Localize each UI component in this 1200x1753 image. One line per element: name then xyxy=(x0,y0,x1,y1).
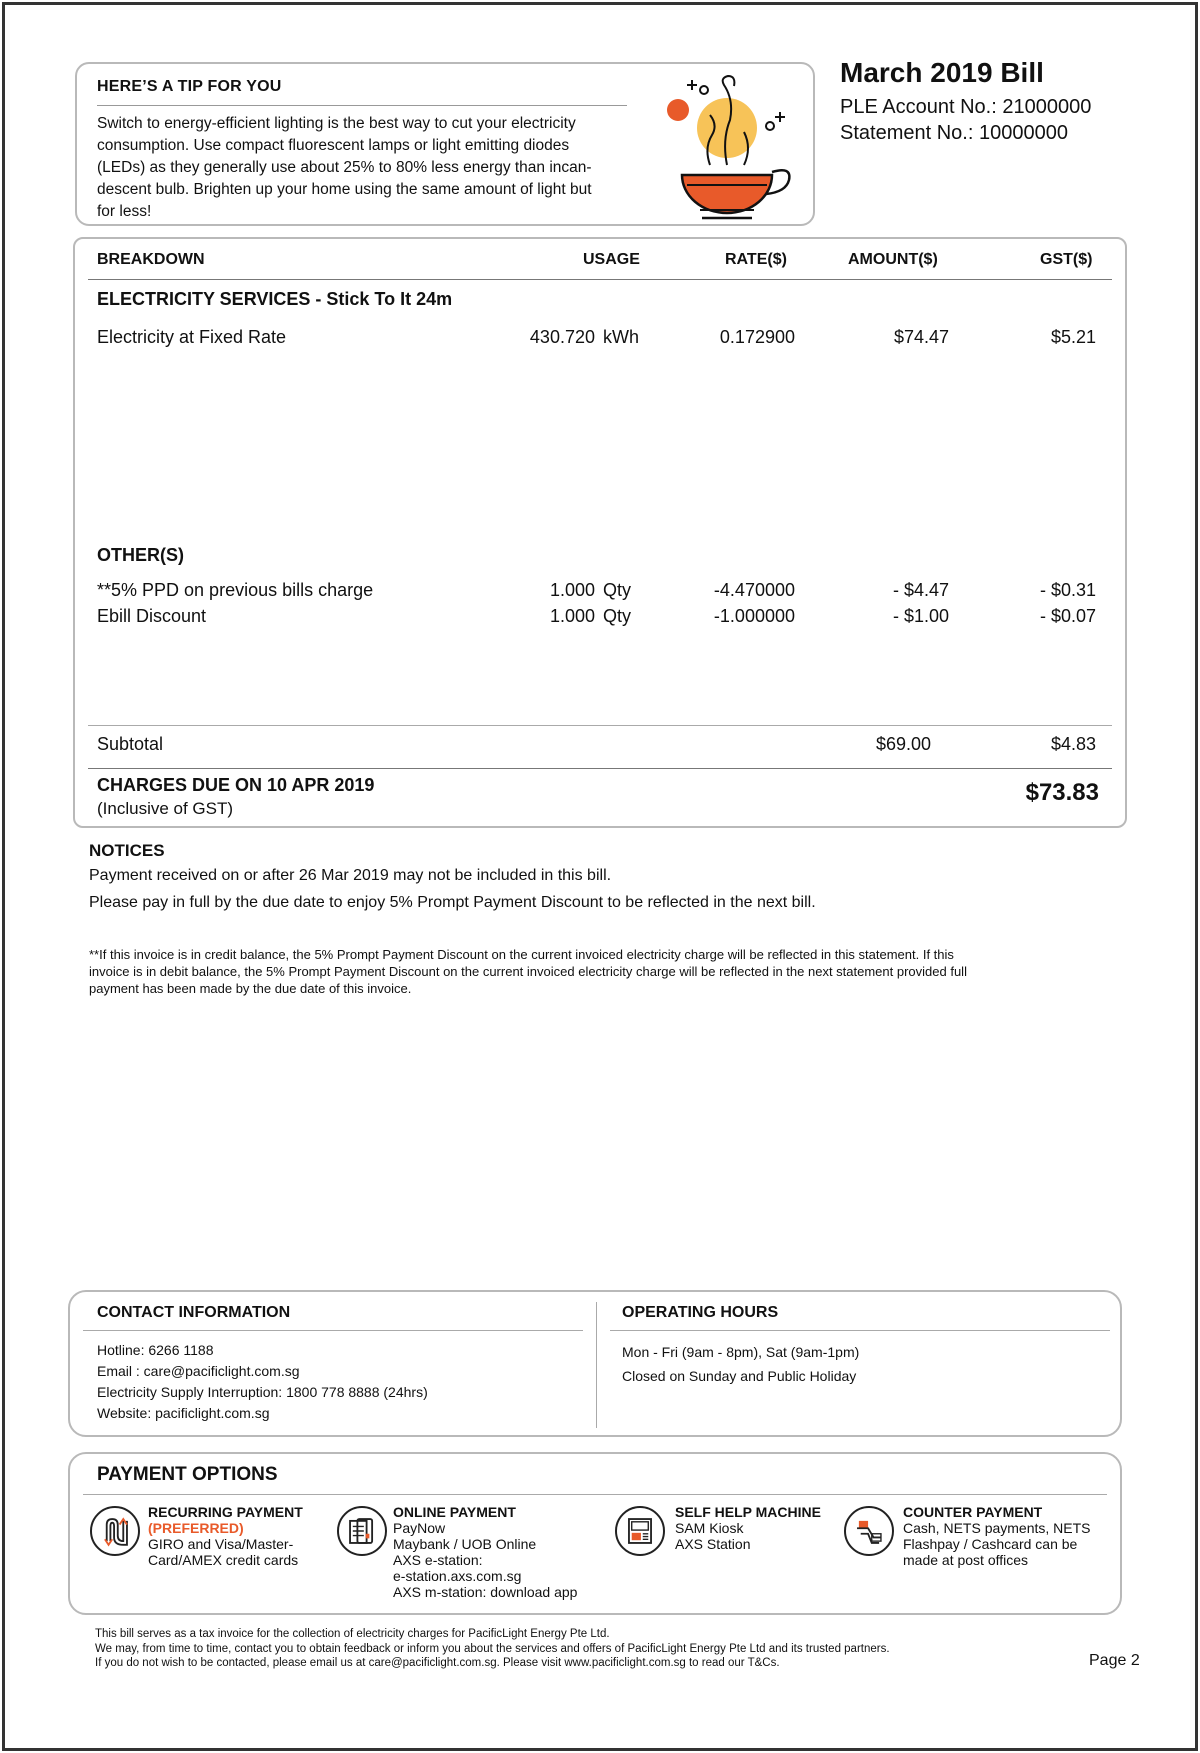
footnote-line: payment has been made by the due date of this invoice. xyxy=(89,981,412,996)
plan-name: Stick To It 24m xyxy=(326,289,453,309)
row-unit: Qty xyxy=(603,580,632,600)
charges-due-title: CHARGES DUE ON 10 APR 2019 xyxy=(97,775,375,795)
option-line: e-station.axs.com.sg xyxy=(393,1568,522,1584)
bill-title: March 2019 Bill xyxy=(840,57,1044,88)
row-rate: -1.000000 xyxy=(713,606,795,626)
col-header-usage: USAGE xyxy=(583,251,640,268)
tip-line: for less! xyxy=(97,203,152,220)
row-rate: -4.470000 xyxy=(713,580,795,600)
breakdown-table xyxy=(73,237,1127,828)
notice-line: Payment received on or after 26 Mar 2019 may not be included in this bill. xyxy=(89,867,612,884)
hours-divider xyxy=(610,1330,1110,1331)
self-help-option xyxy=(675,1504,821,1552)
supply-interruption: Electricity Supply Interruption: 1800 778 8888 (24hrs) xyxy=(97,1384,428,1400)
operating-hours xyxy=(622,1340,859,1388)
tip-line: consumption. Use compact fluorescent lamps or light emitting diodes xyxy=(97,137,570,154)
option-line: made at post offices xyxy=(903,1552,1029,1568)
subtotal-gst: $4.83 xyxy=(1050,734,1096,754)
hours-line: Closed on Sunday and Public Holiday xyxy=(622,1368,857,1384)
page-number: Page 2 xyxy=(1089,1652,1140,1669)
online-payment-icon xyxy=(337,1506,387,1556)
row-amount: $74.47 xyxy=(893,327,949,347)
statement-value: 10000000 xyxy=(978,122,1068,144)
website: Website: pacificlight.com.sg xyxy=(97,1405,270,1421)
notices-title: NOTICES xyxy=(89,841,165,860)
counter-payment-icon xyxy=(844,1506,894,1556)
subtotal-divider xyxy=(88,725,1112,726)
row-gst: $5.21 xyxy=(1050,327,1096,347)
tip-line: (LEDs) as they generally use about 25% to 80% less energy than incan- xyxy=(97,159,592,176)
col-header-gst: GST($) xyxy=(1040,251,1093,268)
tip-box xyxy=(75,62,815,226)
statement-number xyxy=(840,120,1180,146)
option-title: ONLINE PAYMENT xyxy=(393,1504,516,1520)
contact-details xyxy=(97,1340,428,1424)
option-line: SAM Kiosk xyxy=(675,1520,744,1536)
counter-payment-option xyxy=(903,1504,1091,1568)
contact-title: CONTACT INFORMATION xyxy=(97,1304,291,1321)
section-electricity xyxy=(97,289,452,310)
tip-line: descent bulb. Brighten up your home using the same amount of light but xyxy=(97,181,592,198)
row-description: **5% PPD on previous bills charge xyxy=(97,580,374,600)
row-rate: 0.172900 xyxy=(719,327,795,347)
legal-notice xyxy=(95,1627,1055,1671)
legal-line: This bill serves as a tax invoice for the collection of electricity charges for PacificLight Energy Pte Ltd. xyxy=(95,1628,610,1640)
bill-header xyxy=(840,52,1180,146)
tip-text xyxy=(97,113,657,223)
contact-divider xyxy=(83,1330,583,1331)
row-gst: - $0.07 xyxy=(1039,606,1096,626)
kiosk-icon xyxy=(615,1506,665,1556)
footnote-line: **If this invoice is in credit balance, the 5% Prompt Payment Discount on the current invoiced electricity charge will be reflected in this statement. If this xyxy=(89,947,954,962)
account-label: PLE Account No.: xyxy=(840,96,997,118)
notices xyxy=(89,840,1129,916)
ppd-footnote xyxy=(89,946,1119,997)
col-header-rate: RATE($) xyxy=(725,251,787,268)
row-description: Ebill Discount xyxy=(97,606,207,626)
row-amount: - $4.47 xyxy=(892,580,949,600)
recurring-payment-icon xyxy=(90,1506,140,1556)
account-value: 21000000 xyxy=(1002,96,1092,118)
option-title: COUNTER PAYMENT xyxy=(903,1504,1043,1520)
notice-line: Please pay in full by the due date to enjoy 5% Prompt Payment Discount to be reflected in the next bill. xyxy=(89,894,816,911)
preferred-tag: (PREFERRED) xyxy=(148,1520,244,1536)
row-amount: - $1.00 xyxy=(892,606,949,626)
row-description: Electricity at Fixed Rate xyxy=(97,327,287,347)
header-divider xyxy=(88,279,1112,280)
option-line: GIRO and Visa/Master- xyxy=(148,1536,294,1552)
option-title: RECURRING PAYMENT xyxy=(148,1504,303,1520)
subtotal-amount: $69.00 xyxy=(875,734,931,754)
hours-line: Mon - Fri (9am - 8pm), Sat (9am-1pm) xyxy=(622,1344,860,1360)
option-line: PayNow xyxy=(393,1520,446,1536)
hotline: Hotline: 6266 1188 xyxy=(97,1342,214,1358)
row-quantity: 1.000 xyxy=(549,606,595,626)
total-divider xyxy=(88,768,1112,769)
tip-divider xyxy=(97,105,627,106)
recurring-payment-option xyxy=(148,1504,303,1568)
legal-line: If you do not wish to be contacted, please email us at care@pacificlight.com.sg. Please visit www.pacificlight.com.sg to read our T&Cs. xyxy=(95,1657,780,1669)
section-others: OTHER(S) xyxy=(97,545,184,565)
option-line: AXS Station xyxy=(675,1536,751,1552)
online-payment-option xyxy=(393,1504,577,1600)
contact-panel xyxy=(68,1290,1122,1437)
col-header-breakdown: BREAKDOWN xyxy=(97,251,205,268)
row-quantity: 430.720 xyxy=(529,327,595,347)
option-line: Cash, NETS payments, NETS xyxy=(903,1520,1091,1536)
account-number xyxy=(840,94,1180,120)
total-amount-due: $73.83 xyxy=(1025,779,1099,806)
footnote-line: invoice is in debit balance, the 5% Prompt Payment Discount on the current invoiced electricity charge will be reflected in the next statement provided full xyxy=(89,964,967,979)
tea-cup-icon xyxy=(652,70,802,220)
option-line: Maybank / UOB Online xyxy=(393,1536,537,1552)
hours-title: OPERATING HOURS xyxy=(622,1304,779,1321)
payment-options-panel xyxy=(68,1452,1122,1615)
charges-due-note: (Inclusive of GST) xyxy=(97,799,234,818)
statement-label: Statement No.: xyxy=(840,122,974,144)
tip-line: Switch to energy-efficient lighting is the best way to cut your electricity xyxy=(97,115,576,132)
row-unit: kWh xyxy=(603,327,639,347)
option-line: AXS m-station: download app xyxy=(393,1584,578,1600)
option-line: Card/AMEX credit cards xyxy=(148,1552,299,1568)
legal-line: We may, from time to time, contact you to obtain feedback or inform you about the services and offers of PacificLight Energy Pte Ltd and its trusted partners. xyxy=(95,1642,890,1655)
payment-options-title: PAYMENT OPTIONS xyxy=(97,1464,278,1485)
payment-divider xyxy=(83,1494,1107,1495)
col-header-amount: AMOUNT($) xyxy=(848,251,938,268)
tip-title: HERE’S A TIP FOR YOU xyxy=(97,78,282,95)
option-line: Flashpay / Cashcard can be xyxy=(903,1536,1078,1552)
section-electricity-title: ELECTRICITY SERVICES - xyxy=(97,289,322,309)
row-unit: Qty xyxy=(603,606,632,626)
row-gst: - $0.31 xyxy=(1039,580,1096,600)
contact-vertical-divider xyxy=(596,1302,597,1428)
subtotal-label: Subtotal xyxy=(97,734,164,754)
option-title: SELF HELP MACHINE xyxy=(675,1504,821,1520)
row-quantity: 1.000 xyxy=(549,580,595,600)
option-line: AXS e-station: xyxy=(393,1552,483,1568)
email: Email : care@pacificlight.com.sg xyxy=(97,1363,300,1379)
